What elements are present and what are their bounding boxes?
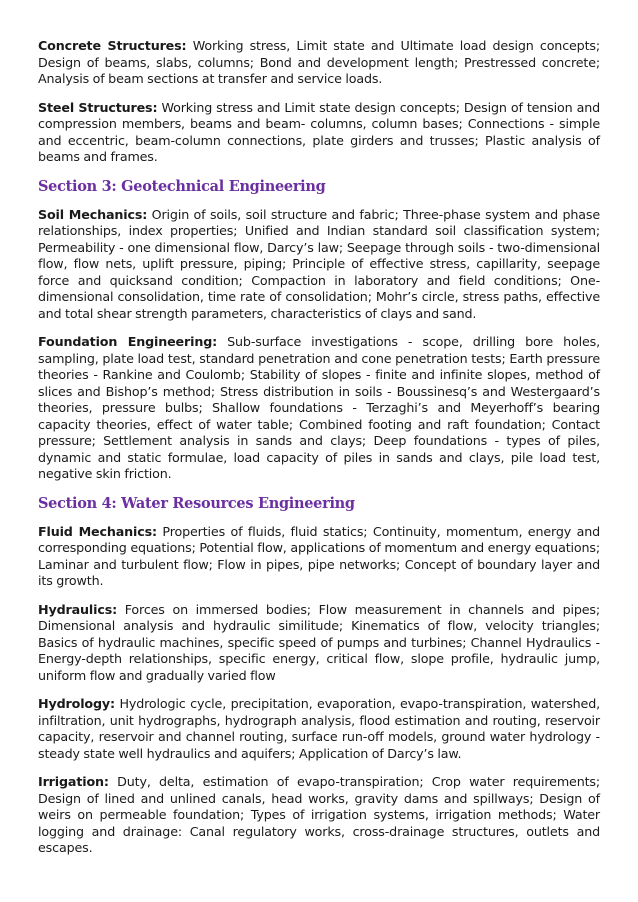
paragraph-hydrology	[38, 696, 600, 762]
paragraph-foundation-engineering	[38, 334, 600, 483]
paragraph-body: Forces on immersed bodies; Flow measurement in channels and pipes; Dimensional analysis and hydraulic similitude; Kinematics of flow, velocity triangles; Basics of hydraulic machines, specific speed of pumps and turbines; Channel Hydraulics - Energy-depth relationships, specific energy, critical flow, slope profile, hydraulic jump, uniform flow and gradually varied flow	[38, 601, 600, 683]
paragraph-body: Working stress and Limit state design concepts; Design of tension and compression members, beams and beam- columns, column bases; Connections - simple and eccentric, beam-column connections, plate girders and trusses; Plastic analysis of beams and frames.	[38, 99, 600, 164]
paragraph-body: Sub-surface investigations - scope, drilling bore holes, sampling, plate load test, standard penetration and cone penetration tests; Earth pressure theories - Rankine and Coulomb; Stability of slopes - finite and infinite slopes, method of slices and Bishop’s method; Stress distribution in soils - Boussinesq’s and Westergaard’s theories, pressure bulbs; Shallow foundations - Terzaghi’s and Meyerhoff’s bearing capacity theories, effect of water table; Combined footing and raft foundation; Contact pressure; Settlement analysis in sands and clays; Deep foundations - types of piles, dynamic and static formulae, load capacity of piles in sands and clays, pile load test, negative skin friction.	[38, 334, 601, 481]
paragraph-title: Fluid Mechanics:	[38, 523, 157, 539]
paragraph-concrete-structures	[38, 38, 600, 88]
paragraph-title: Hydrology:	[38, 696, 115, 711]
paragraph-title: Hydraulics:	[38, 601, 118, 617]
paragraph-steel-structures	[38, 100, 600, 166]
paragraph-hydraulics	[38, 602, 600, 685]
paragraph-fluid-mechanics	[38, 524, 600, 590]
section-heading-geotechnical: Section 3: Geotechnical Engineering	[38, 177, 326, 195]
paragraph-body: Hydrologic cycle, precipitation, evaporation, evapo-transpiration, watershed, infiltration, unit hydrographs, hydrograph analysis, flood estimation and routing, reservoir capacity, reservoir and channel routing, surface run-off models, ground water hydrology - steady state well hydraulics and aquifers; Application of Darcy’s law.	[38, 696, 600, 761]
paragraph-title: Steel Structures:	[38, 99, 158, 115]
paragraph-irrigation	[38, 774, 600, 857]
paragraph-body: Origin of soils, soil structure and fabric; Three-phase system and phase relationships, index properties; Unified and Indian standard soil classification system; Permeability - one dimensional flow, Darcy’s law; Seepage through soils - two-dimensional flow, flow nets, uplift pressure, piping; Principle of effective stress, capillarity, seepage force and quicksand condition; Compaction in laboratory and field conditions; One-dimensional consolidation, time rate of consolidation; Mohr’s circle, stress paths, effective and total shear strength parameters, characteristics of clays and sand.	[38, 206, 600, 321]
paragraph-body: Working stress, Limit state and Ultimate load design concepts; Design of beams, slabs, columns; Bond and development length; Prestressed concrete; Analysis of beam sections at transfer and service loads.	[38, 38, 600, 86]
paragraph-title: Soil Mechanics:	[38, 206, 148, 222]
paragraph-soil-mechanics	[38, 207, 600, 323]
paragraph-title: Foundation Engineering:	[38, 334, 218, 349]
section-heading-water-resources: Section 4: Water Resources Engineering	[38, 494, 355, 512]
paragraph-title: Irrigation:	[38, 774, 109, 789]
paragraph-title: Concrete Structures:	[38, 38, 187, 53]
paragraph-body: Properties of fluids, fluid statics; Continuity, momentum, energy and corresponding equations; Potential flow, applications of momentum and energy equations; Laminar and turbulent flow; Flow in pipes, pipe networks; Concept of boundary layer and its growth.	[38, 523, 600, 588]
paragraph-body: Duty, delta, estimation of evapo-transpiration; Crop water requirements; Design of lined and unlined canals, head works, gravity dams and spillways; Design of weirs on permeable foundation; Types of irrigation systems, irrigation methods; Water logging and drainage: Canal regulatory works, cross-drainage structures, outlets and escapes.	[38, 774, 600, 855]
